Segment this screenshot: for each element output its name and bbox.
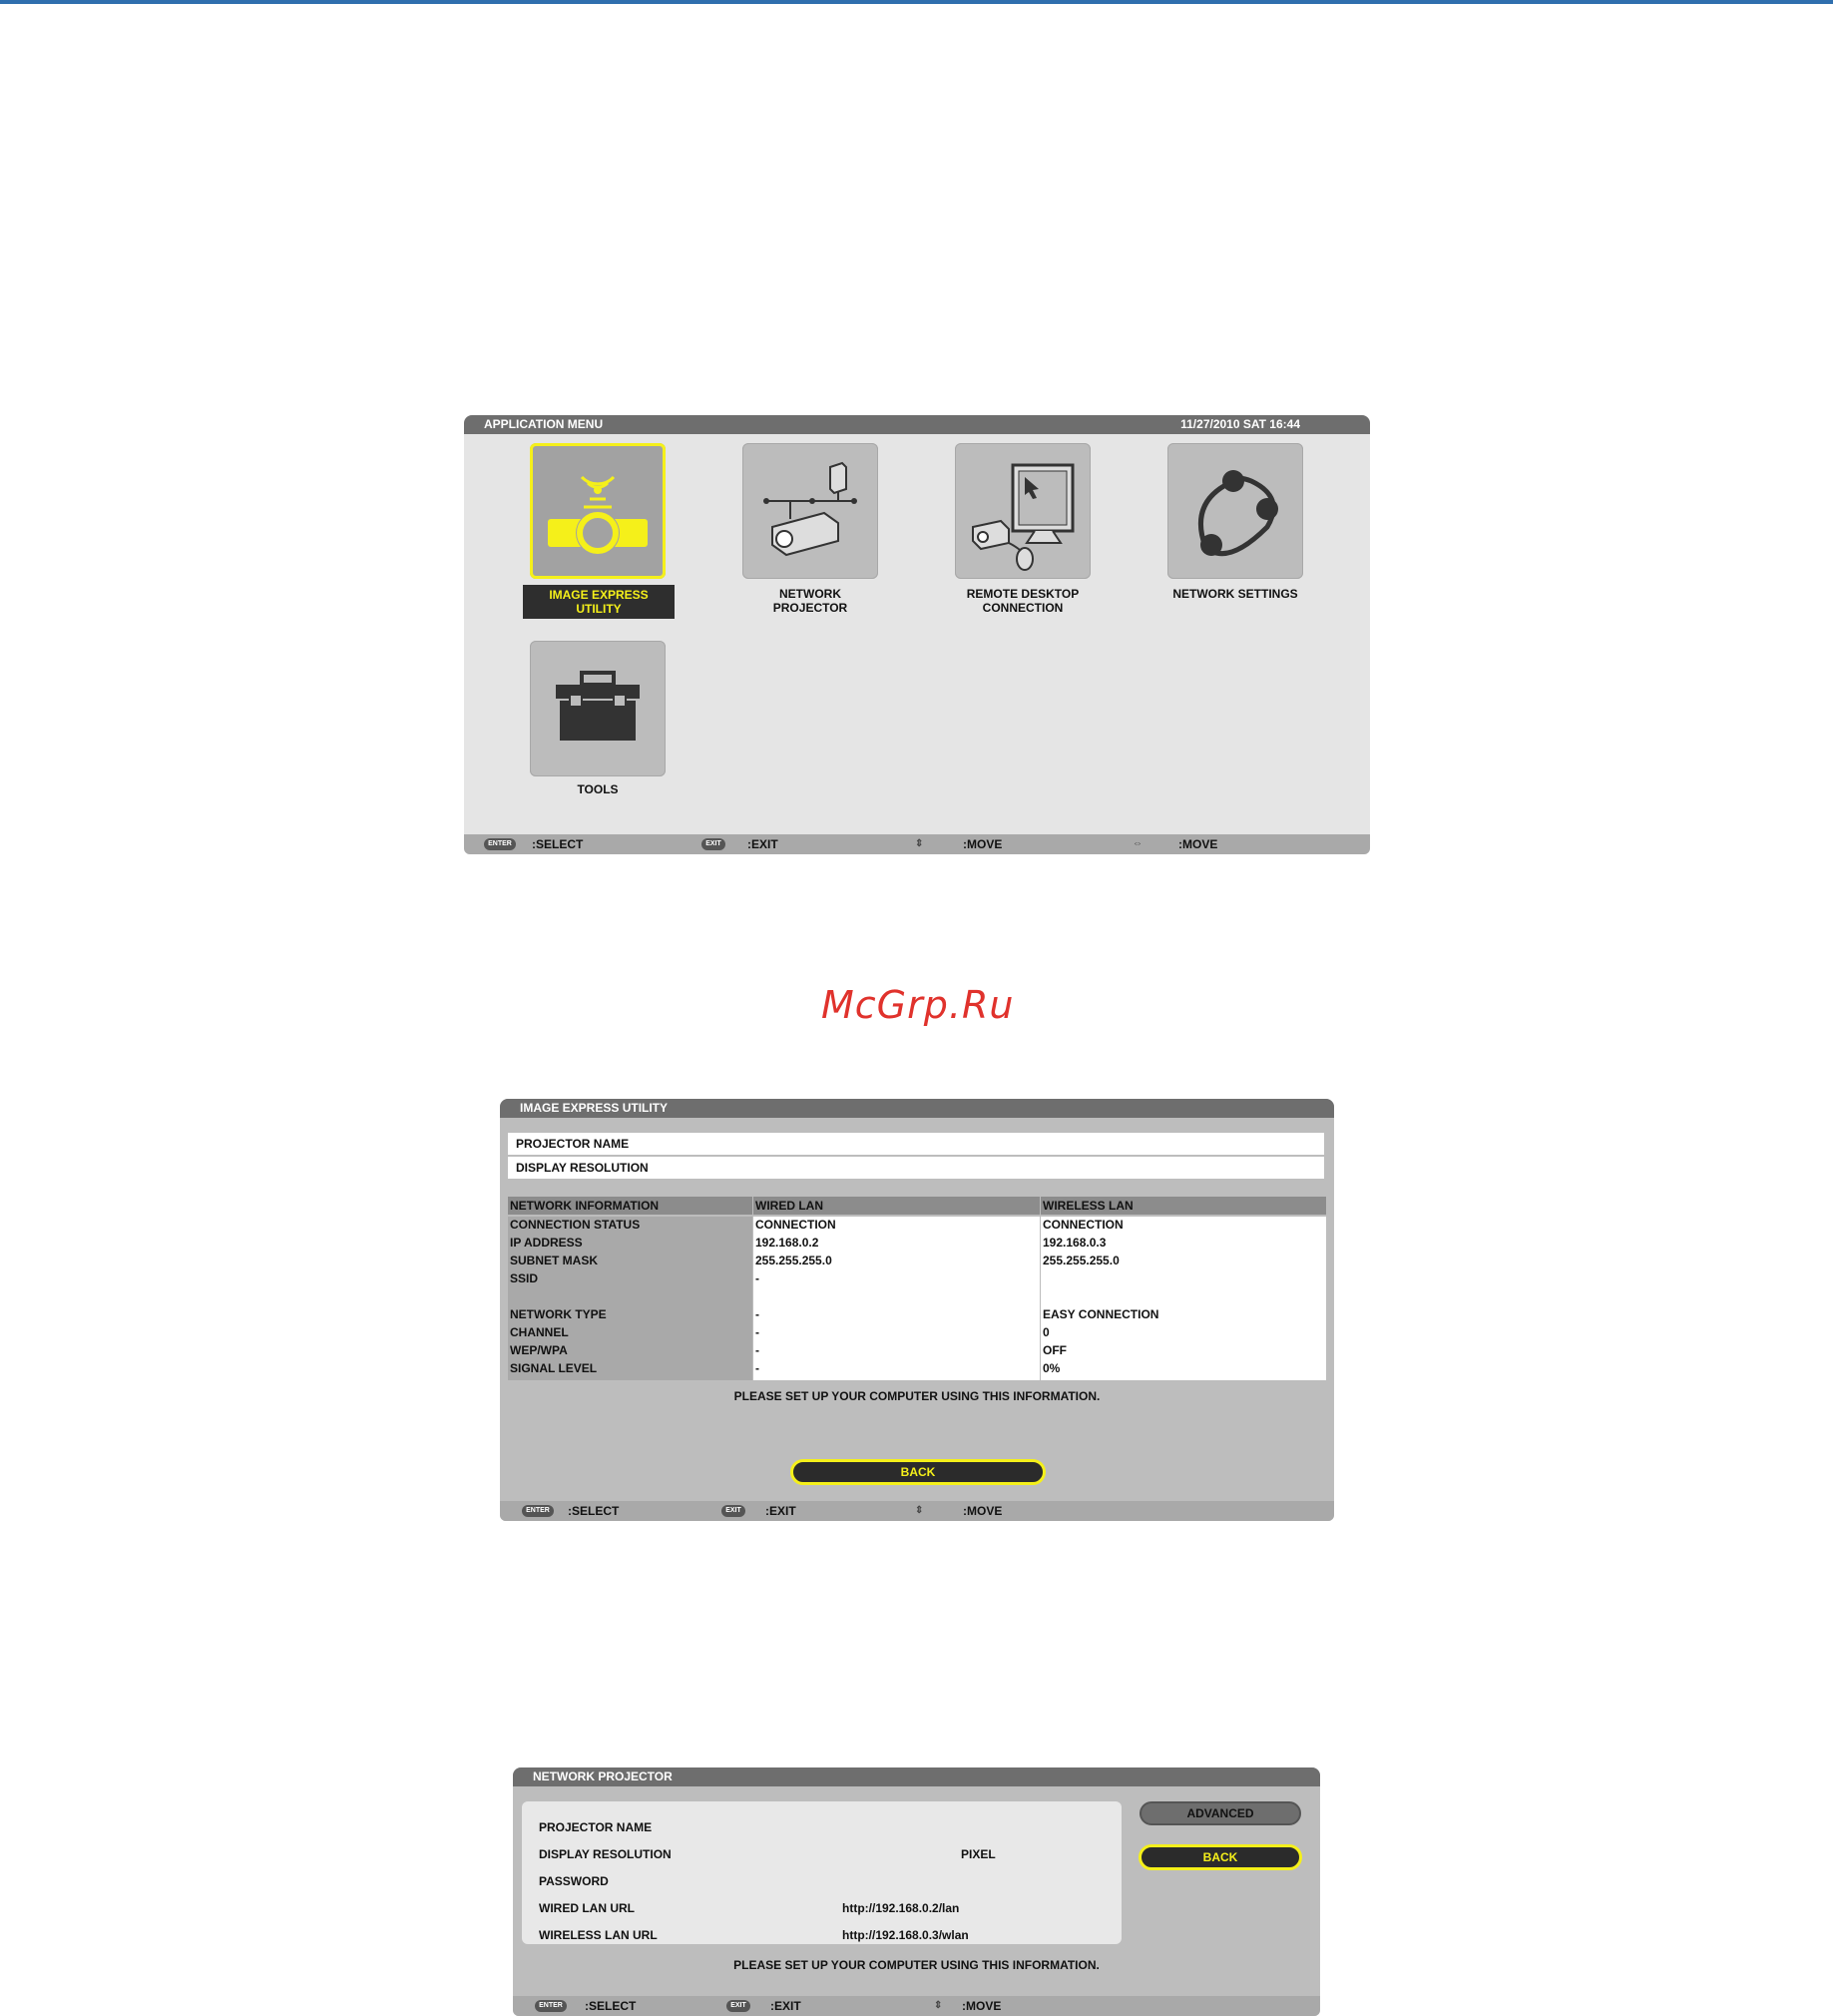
row-label: CONNECTION STATUS [510,1218,641,1232]
image-express-utility-tile[interactable] [530,443,666,579]
row-wireless-value: OFF [1043,1343,1067,1357]
tile-label-line1: NETWORK SETTINGS [1172,587,1298,601]
select-hint: :SELECT [568,1504,620,1518]
move-hint: :MOVE [962,1999,1002,2013]
tile-label-line2: PROJECTOR [772,601,848,615]
select-hint: :SELECT [532,837,584,851]
header-wired-lan: WIRED LAN [753,1197,1040,1215]
tile-label-line1: NETWORK [779,587,841,601]
exit-key-icon: EXIT [721,1505,745,1517]
row-wired-value: 255.255.255.0 [755,1254,832,1267]
toolbox-icon [530,641,666,776]
remote-desktop-connection-tile[interactable] [955,443,1091,579]
row-wireless-value: CONNECTION [1043,1218,1124,1232]
tile-label-line1: REMOTE DESKTOP [966,587,1080,601]
network-settings-icon [1167,443,1303,579]
screen-title: NETWORK PROJECTOR [533,1769,673,1783]
tools-label[interactable] [513,782,683,796]
network-projector-screen [513,1767,1320,2016]
updown-arrows-icon: ⇕ [934,2000,943,2011]
row-wired-value: - [755,1307,759,1321]
row-label: NETWORK TYPE [510,1307,607,1321]
updown-arrows-icon: ⇕ [915,838,924,849]
network-projector-icon [742,443,878,579]
status-bar [513,1996,1320,2016]
image-express-utility-label[interactable] [523,585,675,619]
updown-arrows-icon: ⇕ [915,1505,924,1516]
row-wired-value: CONNECTION [755,1218,836,1232]
select-hint: :SELECT [585,1999,637,2013]
row-wireless-value: 192.168.0.3 [1043,1236,1107,1250]
info-message: PLEASE SET UP YOUR COMPUTER USING THIS INFORMATION. [733,1389,1101,1403]
leftright-arrows-icon: ⇔ [1133,838,1143,849]
row-wireless-value: EASY CONNECTION [1043,1307,1159,1321]
title-bar [500,1099,1334,1118]
row-wireless-value: 255.255.255.0 [1043,1254,1120,1267]
header-network-information: NETWORK INFORMATION [508,1197,752,1215]
title-bar [464,415,1370,434]
row-label: WEP/WPA [510,1343,568,1357]
row-wired-value: 192.168.0.2 [755,1236,819,1250]
remote-desktop-icon [955,443,1091,579]
tile-label-line2: CONNECTION [982,601,1064,615]
row-wireless-value: 0 [1043,1325,1050,1339]
display-resolution-value: PIXEL [961,1847,996,1861]
tile-label-line1: TOOLS [577,782,619,796]
status-bar [464,834,1370,854]
application-menu-screen [464,415,1370,854]
exit-hint: :EXIT [747,837,778,851]
row-label: SIGNAL LEVEL [510,1361,598,1375]
display-resolution-field: DISPLAY RESOLUTION [508,1157,1324,1179]
tools-tile[interactable] [530,641,666,776]
display-resolution-label: DISPLAY RESOLUTION [539,1847,672,1861]
row-label: IP ADDRESS [510,1236,583,1250]
info-message: PLEASE SET UP YOUR COMPUTER USING THIS INFORMATION. [733,1958,1100,1972]
row-wired-value: - [755,1271,759,1285]
tile-label-line2: UTILITY [576,602,622,616]
exit-key-icon: EXIT [701,838,725,850]
network-projector-label[interactable] [725,587,895,615]
header-wireless-lan: WIRELESS LAN [1041,1197,1326,1215]
screen-title: APPLICATION MENU [484,417,604,431]
wireless-lan-url-value: http://192.168.0.3/wlan [842,1928,969,1942]
enter-key-icon: ENTER [522,1505,554,1517]
screen-title: IMAGE EXPRESS UTILITY [520,1101,669,1115]
datetime: 11/27/2010 SAT 16:44 [1180,417,1300,431]
row-wired-value: - [755,1361,759,1375]
projector-name-label: PROJECTOR NAME [539,1820,653,1834]
network-settings-label[interactable] [1150,587,1320,601]
row-label: SSID [510,1271,539,1285]
row-wireless-value: 0% [1043,1361,1061,1375]
watermark: McGrp.Ru [821,983,1015,1027]
network-projector-tile[interactable] [742,443,878,579]
top-rule [0,0,1833,4]
row-label: SUBNET MASK [510,1254,599,1267]
exit-key-icon: EXIT [726,2000,750,2012]
back-button[interactable]: BACK [790,1459,1046,1485]
wired-lan-url-value: http://192.168.0.2/lan [842,1901,960,1915]
move-hint-2: :MOVE [1178,837,1218,851]
password-label: PASSWORD [539,1874,609,1888]
back-button[interactable]: BACK [1139,1844,1302,1870]
projector-name-field: PROJECTOR NAME [508,1133,1324,1155]
image-express-utility-screen [500,1099,1334,1521]
enter-key-icon: ENTER [535,2000,567,2012]
row-wired-value: - [755,1343,759,1357]
row-label: CHANNEL [510,1325,569,1339]
row-wired-value: - [755,1325,759,1339]
status-bar [500,1501,1334,1521]
projector-wireless-icon [530,443,666,579]
exit-hint: :EXIT [765,1504,796,1518]
advanced-button[interactable]: ADVANCED [1140,1801,1301,1825]
tile-label-line1: IMAGE EXPRESS [549,588,649,602]
move-hint: :MOVE [963,1504,1003,1518]
remote-desktop-connection-label[interactable] [938,587,1108,615]
network-settings-tile[interactable] [1167,443,1303,579]
move-hint: :MOVE [963,837,1003,851]
enter-key-icon: ENTER [484,838,516,850]
wireless-lan-url-label: WIRELESS LAN URL [539,1928,658,1942]
exit-hint: :EXIT [770,1999,801,2013]
title-bar [513,1767,1320,1786]
wired-lan-url-label: WIRED LAN URL [539,1901,635,1915]
